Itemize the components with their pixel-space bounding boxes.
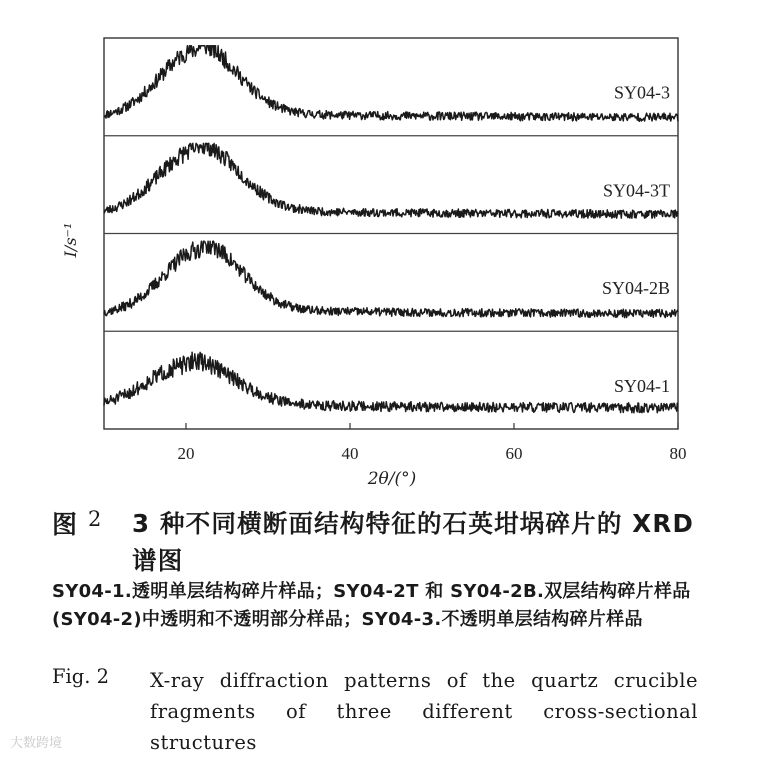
figure-number-cn: 2 [88,507,102,531]
x-tick-label: 80 [669,444,687,463]
series-label: SY04-2B [601,278,670,299]
series-label: SY04-3T [603,180,670,201]
figure-label-cn: 图 [52,510,78,539]
figure-title-en: X-ray diffraction patterns of the quartz crucible fragments of three different cross-sectional structures [150,669,698,754]
figure-label-en: Fig. 2 [52,665,110,688]
figure-title-cn: 3 种不同横断面结构特征的石英坩埚碎片的 XRD 谱图 [132,509,694,575]
figure-note-cn: SY04-1.透明单层结构碎片样品；SY04-2T 和 SY04-2B.双层结构碎片样品(SY04-2)中透明和不透明部分样品；SY04-3.不透明单层结构碎片样品 [52,581,691,630]
series-line-sy04-1 [104,352,678,413]
x-tick-label: 20 [177,444,195,463]
x-tick-label: 40 [341,444,359,463]
series-line-sy04-3t [104,143,678,218]
series-line-sy04-2b [104,241,678,317]
series-label: SY04-3 [613,82,670,103]
series-line-sy04-3 [104,46,678,122]
x-axis-label: 2θ/(°) [367,469,417,489]
watermark-logo: 大数跨境 [10,736,63,751]
x-tick-label: 60 [505,444,523,463]
series-label: SY04-1 [613,375,670,396]
y-axis-label: I/s⁻¹ [61,222,80,258]
